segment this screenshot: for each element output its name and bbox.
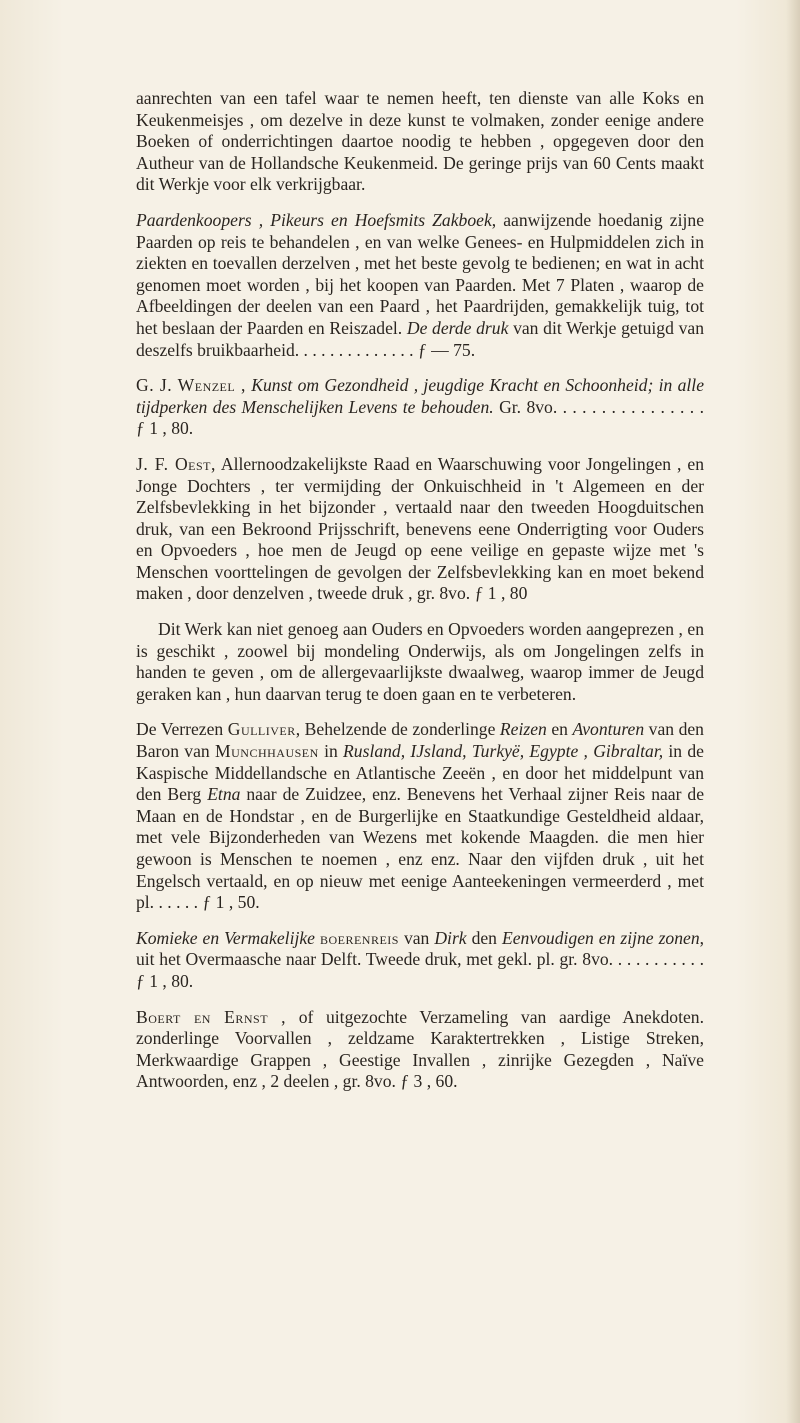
entry-title: Boert en Ernst , — [136, 1006, 287, 1027]
entry-title: Kunst om Gezondheid , jeugdige Kracht en Schoonheid; in alle tijdperken des Menschelijken Levens te behouden. — [136, 375, 704, 417]
advertisement-text — [136, 88, 704, 1107]
entry-text-2: van den Baron van — [136, 719, 704, 762]
entry-text-3: , uit het Overmaasche naar Delft. Tweede druk, met gekl. pl. gr. 8vo. . . . . . . . . . . — [136, 927, 705, 970]
entry-note: Dit Werk kan niet genoeg aan Ouders en Opvoeders worden aangeprezen , en is geschikt , zoowel bij mondeling Onderwijs, als om Jongelingen zelfs in handen te geven , om de allergevaarlijkste dwaalweg, waarop immer de Jeugd geraken kan , hun daarvan terug te doen gaan en te verbeteren. — [136, 619, 704, 704]
entry-smallcaps: boerenreis — [319, 927, 399, 948]
entry-text: , aanwijzende hoedanig zijne Paarden op reis te behandelen , en van welke Genees- en Hulpmiddelen zich in ziekten en toevallen derzelven , met het beste gevolg te bedienen; en wat in acht genomen moet worden , bij het koopen van Paarden. Met 7 Platen , waarop de Afbeeldingen der deelen van een Paard , het Paardrijden, gemakkelijk tuig, tot het beslaan der Paarden en Reiszadel. — [136, 209, 704, 338]
entry-kookboek-continuation — [136, 88, 704, 196]
entry-preposition: in — [324, 741, 338, 762]
entry-komieke — [136, 928, 704, 993]
entry-title: Paardenkoopers , Pikeurs en Hoefsmits Zakboek — [136, 209, 492, 230]
entry-price: ƒ — 75. — [417, 339, 476, 360]
entry-text-2: van dit Werkje getuigd van deszelfs bruikbaarheid. . . . . . . . . . . . . . — [136, 317, 704, 360]
entry-name-2: Munchhausen — [214, 741, 319, 762]
entry-etna: Etna — [207, 784, 241, 805]
entry-conjunction: en — [551, 719, 568, 740]
entry-text-3: in de Kaspische Middellandsche en Atlantische Zeeën , en door het middelpunt van den Berg — [136, 741, 704, 805]
entry-name: Gulliver — [227, 719, 296, 740]
entry-price: ƒ 1 , 80. — [136, 970, 194, 991]
entry-price: ƒ 3 , 60. — [400, 1071, 458, 1092]
entry-lead: De Verrezen — [136, 719, 224, 740]
entry-price: ƒ 1 , 80. — [136, 418, 194, 439]
entry-title: Komieke en Vermakelijke — [136, 927, 315, 948]
entry-oest — [136, 454, 704, 706]
entry-paardenkoopers — [136, 210, 704, 361]
entry-text: aanrechten van een tafel waar te nemen heeft, ten dienste van alle Koks en Keukenmeisjes , om dezelve in deze kunst te volmaken, zonder eenige andere Boeken of onderrichtingen daartoe noodig te hebben , opgegeven door den Autheur van de Hollandsche Keukenmeid. De geringe prijs van 60 Cents maakt dit Werkje voor elk verkrijgbaar. — [136, 88, 704, 195]
entry-price: ƒ 1 , 50. — [202, 892, 260, 913]
entry-edition: De derde druk — [406, 317, 509, 338]
entry-wenzel — [136, 375, 704, 440]
entry-text: of uitgezochte Verzameling van aardige Anekdoten. zonderlinge Voorvallen , zeldzame Karaktertrekken , Listige Streken, Merkwaardige Grappen , Geestige Invallen , zinrijke Gezegden , Naïve Antwoorden, enz , 2 deelen , gr. 8vo. — [136, 1006, 704, 1092]
page-edge-shadow — [786, 0, 800, 1423]
entry-places: Rusland, IJsland, Turkyë, Egypte , Gibraltar, — [343, 741, 664, 762]
entry-text: Allernoodzakelijkste Raad en Waarschuwing voor Jongelingen , en Jonge Dochters , ter vermijding der Onkuischheid in 't Algemeen en der Zelfsbevlekking in het bijzonder , vertaald naar den tweeden Hoogduitschen druk, van een Bekroond Prijsschrift, benevens eene Onderrigting voor Ouders en Opvoeders , hoe men de Jeugd op eene veilige en gepaste wijze met 's Menschen voorttelingen de gevolgen der Zelfsbevlekking kan en moet bekend maken , door denzelven , tweede druk , gr. 8vo. — [136, 453, 704, 604]
entry-text: Gr. 8vo. . . . . . . . . . . . . . . . — [499, 396, 704, 417]
entry-author: J. F. Oest, — [136, 453, 216, 474]
entry-author: G. J. Wenzel , — [136, 375, 246, 396]
entry-boert-en-ernst — [136, 1007, 704, 1093]
entry-text-4: naar de Zuidzee, enz. Benevens het Verhaal zijner Reis naar de Maan en de Hondstar , en de Burgerlijke en Staatkundige Gesteldheid aldaar, met vele Bijzonderheden van Wezens met kokende Maagden. die men hier gewoon is Menschen te noemen , enz enz. Naar den vijfden druk , uit het Engelsch vertaald, en op nieuw met eenige Aanteekeningen vermeerderd , met pl. . . . . . — [136, 784, 705, 913]
entry-text-1: , Behelzende de zonderlinge — [295, 719, 496, 740]
entry-gulliver — [136, 719, 704, 913]
entry-title-avonturen: Avonturen — [572, 719, 645, 740]
entry-text-1: van — [403, 927, 430, 948]
entry-title-2: Eenvoudigen en zijne zonen — [501, 927, 700, 948]
entry-price: ƒ 1 , 80 — [474, 583, 528, 604]
entry-text-2: den — [471, 927, 497, 948]
entry-title-reizen: Reizen — [499, 719, 547, 740]
entry-name: Dirk — [434, 927, 467, 948]
